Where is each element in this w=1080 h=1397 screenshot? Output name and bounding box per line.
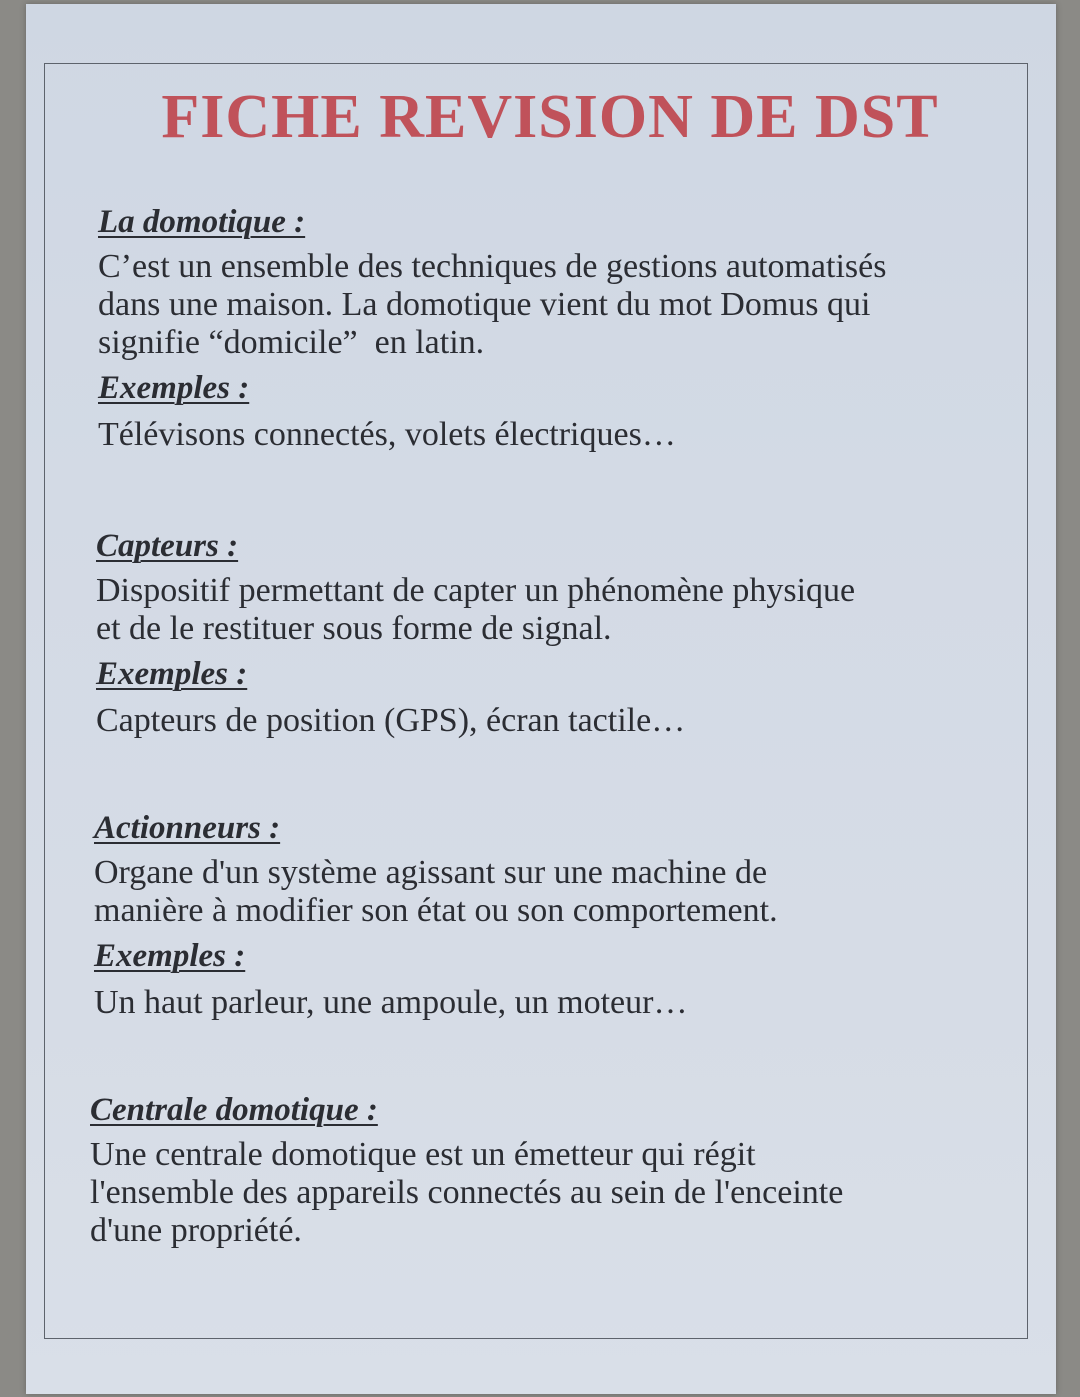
examples-label: Exemples : [96,656,248,692]
definition-text [90,1136,1010,1250]
section-heading: Capteurs : [96,528,239,564]
definition-line: Une centrale domotique est un émetteur qui régit [90,1136,756,1173]
section-centrale-domotique [90,1090,1010,1250]
examples-text: Un haut parleur, une ampoule, un moteur… [94,984,688,1021]
definition-text [94,854,1014,930]
definition-line: manière à modifier son état ou son comportement. [94,892,778,929]
examples-text: Capteurs de position (GPS), écran tactile… [96,702,686,739]
definition-line: signifie “domicile” en latin. [98,324,485,361]
section-heading: Centrale domotique : [90,1092,378,1128]
section-heading: Actionneurs : [94,810,281,846]
definition-line: d'une propriété. [90,1212,302,1249]
definition-line: dans une maison. La domotique vient du mot Domus qui [98,286,871,323]
definition-text [96,572,1016,648]
examples-label: Exemples : [98,370,250,406]
examples-text: Télévisons connectés, volets électriques… [98,416,676,453]
definition-text [98,248,1018,362]
definition-line: Organe d'un système agissant sur une machine de [94,854,768,891]
examples-label: Exemples : [94,938,246,974]
section-capteurs [96,526,1016,740]
definition-line: C’est un ensemble des techniques de gestions automatisés [98,248,887,285]
definition-line: et de le restituer sous forme de signal. [96,610,612,647]
definition-line: l'ensemble des appareils connectés au sein de l'enceinte [90,1174,844,1211]
definition-line: Dispositif permettant de capter un phénomène physique [96,572,856,609]
section-actionneurs [94,808,1014,1022]
section-heading: La domotique : [98,204,306,240]
page-title: FICHE REVISION DE DST [161,83,939,151]
section-domotique [98,202,1018,454]
